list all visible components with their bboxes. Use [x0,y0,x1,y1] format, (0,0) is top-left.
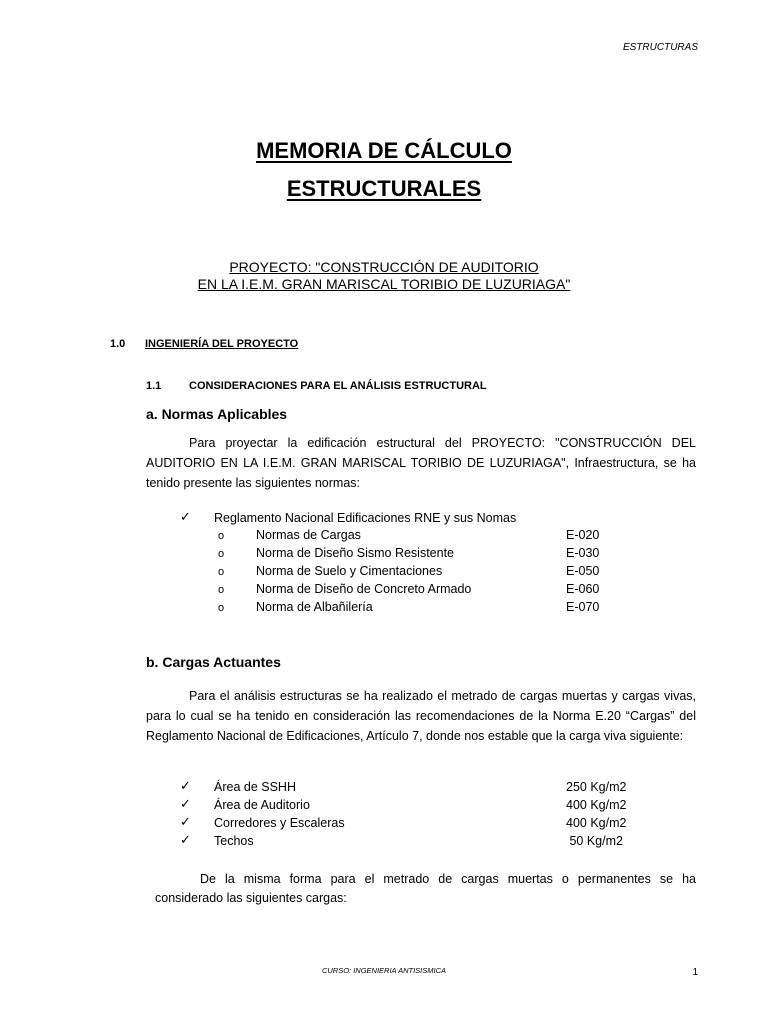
carga-item-label: Área de Auditorio [214,798,310,812]
norma-item-label: Norma de Diseño Sismo Resistente [256,546,454,560]
section-label: CONSIDERACIONES PARA EL ANÁLISIS ESTRUCTURAL [189,380,487,392]
footer-course: CURSO: INGENIERIA ANTISISMICA [321,966,447,975]
carga-item-value: 250 Kg/m2 [566,780,627,794]
bullet-icon: o [218,530,225,542]
bullet-icon: o [218,548,225,560]
carga-item-value: 400 Kg/m2 [566,798,627,812]
bullet-icon: o [218,566,225,578]
norma-item-label: Norma de Diseño de Concreto Armado [256,582,472,596]
norma-item-code: E-050 [566,564,600,578]
carga-item-value: 400 Kg/m2 [566,816,627,830]
subheading-cargas: b. Cargas Actuantes [146,654,281,670]
running-header: ESTRUCTURAS [622,42,698,53]
check-icon: ✓ [180,832,191,847]
check-icon: ✓ [180,796,191,811]
document-title-line2: ESTRUCTURALES [286,176,482,201]
carga-item-value: 50 Kg/m2 [566,834,623,848]
section-heading-1 [110,338,298,350]
subheading-normas: a. Normas Aplicables [146,406,288,422]
section-number: 1.1 [146,380,162,392]
section-heading-1-1 [146,380,487,392]
norma-item-label: Norma de Albañilería [256,600,373,614]
bullet-icon: o [218,602,225,614]
check-icon: ✓ [180,509,191,524]
project-title-line2: EN LA I.E.M. GRAN MARISCAL TORIBIO DE LUZURIAGA" [197,276,571,292]
bullet-icon: o [218,584,225,596]
check-icon: ✓ [180,814,191,829]
section-number: 1.0 [110,338,126,350]
section-label: INGENIERÍA DEL PROYECTO [145,338,299,350]
page-number: 1 [692,967,698,978]
paragraph-normas: Para proyectar la edificación estructural del PROYECTO: "CONSTRUCCIÓN DEL AUDITORIO EN LA I.E.M. GRAN MARISCAL TORIBIO DE LUZURIAGA", Infraestructura, se ha tenido presente las siguientes normas: [146,436,696,490]
norma-item-code: E-030 [566,546,600,560]
carga-item-label: Corredores y Escaleras [214,816,345,830]
norma-item-label: Normas de Cargas [256,528,361,542]
norma-item-code: E-070 [566,600,600,614]
norma-item-code: E-060 [566,582,600,596]
closing-line-1: De la misma forma para el metrado de cargas muertas o permanentes se ha [200,872,696,886]
norma-item-label: Norma de Suelo y Cimentaciones [256,564,443,578]
carga-item-label: Área de SSHH [214,780,296,794]
norma-main-item: Reglamento Nacional Edificaciones RNE y sus Nomas [214,511,517,525]
norma-item-code: E-020 [566,528,600,542]
paragraph-cargas: Para el análisis estructuras se ha realizado el metrado de cargas muertas y cargas vivas, para lo cual se ha tenido en consideración las recomendaciones de la Norma E.20 “Cargas” del Reglamento Nacional de Edificaciones, Artículo 7, donde nos estable que la carga viva siguiente: [146,689,696,743]
document-title-line1: MEMORIA DE CÁLCULO [256,138,512,163]
closing-line-2: considerado las siguientes cargas: [155,891,347,905]
project-title-line1: PROYECTO: "CONSTRUCCIÓN DE AUDITORIO [229,259,539,275]
carga-item-label: Techos [214,834,254,848]
check-icon: ✓ [180,778,191,793]
